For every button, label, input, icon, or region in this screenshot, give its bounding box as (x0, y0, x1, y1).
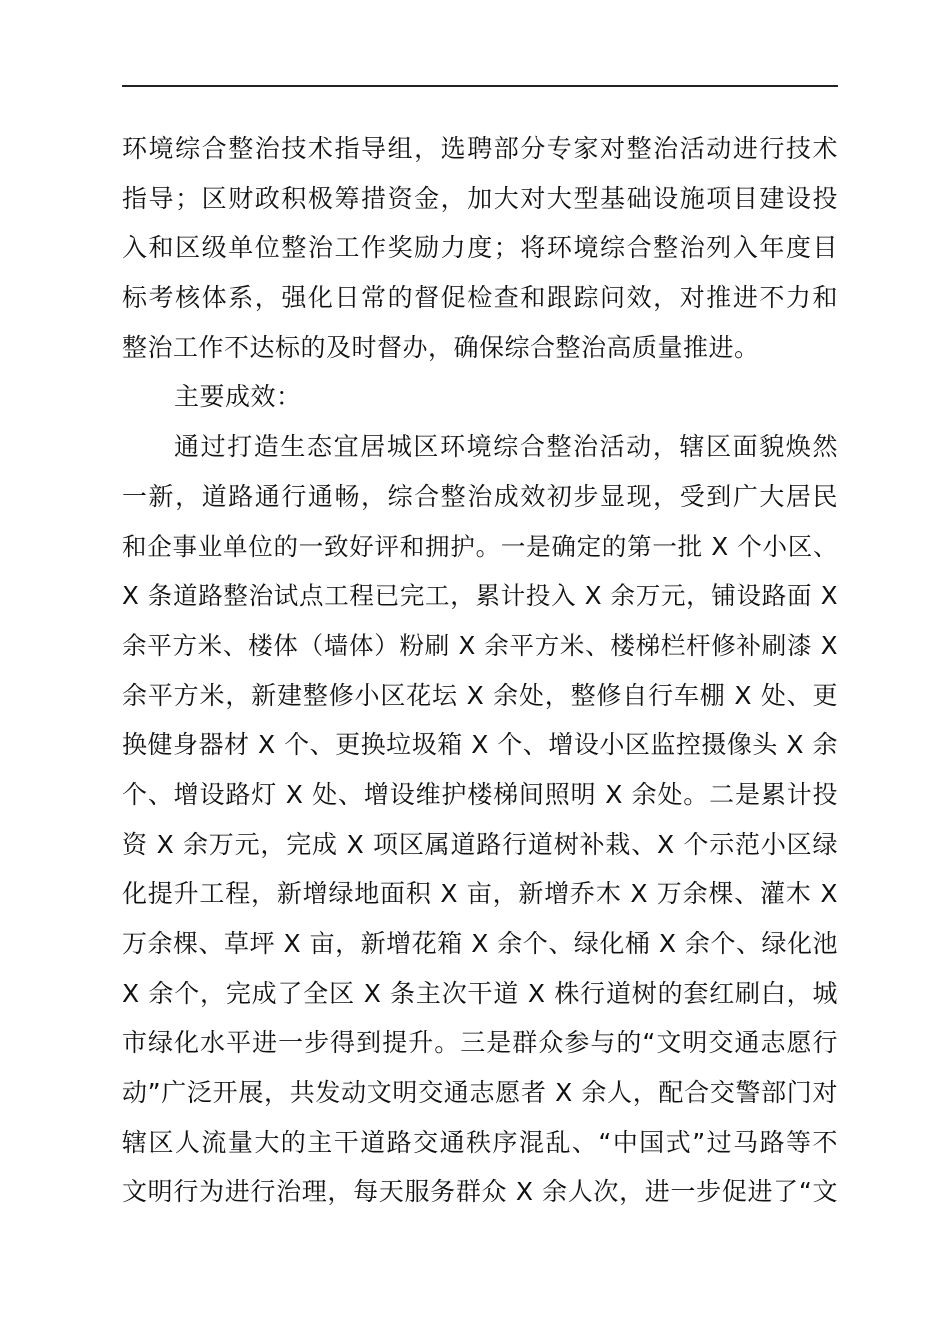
text-line: X 条道路整治试点工程已完工，累计投入 X 余万元，铺设路面 X (122, 581, 838, 611)
text-line: 个、增设路灯 X 处、增设维护楼梯间照明 X 余处。二是累计投 (122, 779, 838, 809)
text-line: 换健身器材 X 个、更换垃圾箱 X 个、增设小区监控摄像头 X 余 (122, 730, 838, 760)
text-line: 一新，道路通行通畅，综合整治成效初步显现，受到广大居民 (122, 481, 838, 511)
text-line: 通过打造生态宜居城区环境综合整治活动，辖区面貌焕然 (174, 432, 838, 462)
text-line: 化提升工程，新增绿地面积 X 亩，新增乔木 X 万余棵、灌木 X (122, 879, 838, 909)
text-line: 辖区人流量大的主干道路交通秩序混乱、“中国式”过马路等不 (122, 1127, 838, 1157)
text-line: 入和区级单位整治工作奖励力度；将环境综合整治列入年度目 (122, 233, 838, 263)
text-line: 指导；区财政积极筹措资金，加大对大型基础设施项目建设投 (122, 183, 838, 213)
text-line: 和企事业单位的一致好评和拥护。一是确定的第一批 X 个小区、 (122, 531, 838, 561)
text-line: 余平方米，新建整修小区花坛 X 余处，整修自行车棚 X 处、更 (122, 680, 838, 710)
header-rule (122, 85, 838, 87)
text-line: 整治工作不达标的及时督办，确保综合整治高质量推进。 (122, 332, 760, 362)
text-line: X 余个，完成了全区 X 条主次干道 X 株行道树的套红刷白，城 (122, 978, 838, 1008)
text-line: 环境综合整治技术指导组，选聘部分专家对整治活动进行技术 (122, 134, 838, 163)
text-line: 资 X 余万元，完成 X 项区属道路行道树补栽、X 个示范小区绿 (122, 829, 838, 859)
text-line: 市绿化水平进一步得到提升。三是群众参与的“文明交通志愿行 (122, 1028, 838, 1058)
text-line: 万余棵、草坪 X 亩，新增花箱 X 余个、绿化桶 X 余个、绿化池 (122, 929, 838, 958)
text-line: 动”广泛开展，共发动文明交通志愿者 X 余人，配合交警部门对 (122, 1078, 838, 1108)
text-line: 主要成效： (174, 382, 302, 412)
document-body (122, 124, 838, 1217)
text-line: 余平方米、楼体（墙体）粉刷 X 余平方米、楼梯栏杆修补刷漆 X (122, 630, 838, 660)
text-line: 标考核体系，强化日常的督促检查和跟踪问效，对推进不力和 (122, 283, 838, 313)
text-line: 文明行为进行治理，每天服务群众 X 余人次，进一步促进了“文 (122, 1177, 838, 1207)
